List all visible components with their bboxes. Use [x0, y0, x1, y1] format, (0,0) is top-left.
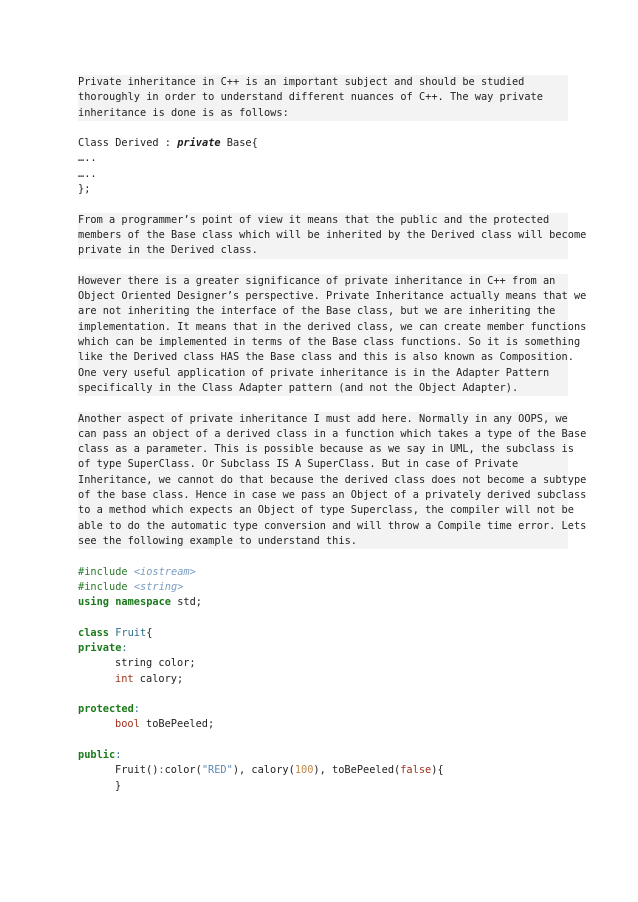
- paragraph-line: members of the Base class which will be inherited by the Derived class will become: [78, 228, 568, 243]
- code-public-line: public:: [78, 749, 122, 762]
- paragraph-line: implementation. It means that in the derived class, we can create member functions: [78, 320, 568, 335]
- code-include-line: #include <iostream>: [78, 565, 196, 578]
- code-member-line: string color;: [115, 657, 196, 670]
- paragraph-line: able to do the automatic type conversion and will throw a Compile time error. Lets: [78, 519, 568, 534]
- paragraph-line: like the Derived class HAS the Base class and this is also known as Composition.: [78, 350, 568, 365]
- code-line: …..: [78, 152, 97, 165]
- paragraph-line: Private inheritance in C++ is an important subject and should be studied: [78, 75, 568, 90]
- code-protected-line: protected:: [78, 703, 140, 716]
- paragraph-line: Object Oriented Designer’s perspective. Private Inheritance actually means that we: [78, 289, 568, 304]
- paragraph-line: of the base class. Hence in case we pass an Object of a privately derived subclass: [78, 488, 568, 503]
- code-line: …..: [78, 167, 97, 180]
- code-line: Class Derived : private Base{: [78, 137, 258, 150]
- paragraph-line: are not inheriting the interface of the Base class, but we are inheriting the: [78, 304, 568, 319]
- paragraph-line: From a programmer’s point of view it means that the public and the protected: [78, 213, 568, 228]
- paragraph-line: see the following example to understand this.: [78, 534, 568, 549]
- paragraph-line: of type SuperClass. Or Subclass IS A SuperClass. But in case of Private: [78, 457, 568, 472]
- paragraph-line: Inheritance, we cannot do that because the derived class does not become a subtype: [78, 473, 568, 488]
- document-content: [78, 75, 587, 794]
- paragraph-line: One very useful application of private inheritance is in the Adapter Pattern: [78, 366, 568, 381]
- paragraph-line: thoroughly in order to understand different nuances of C++. The way private: [78, 90, 568, 105]
- code-using-line: using namespace std;: [78, 596, 202, 609]
- code-class-line: class Fruit{: [78, 626, 153, 639]
- paragraph-line: which can be implemented in terms of the Base class functions. So it is something: [78, 335, 568, 350]
- code-member-line: bool toBePeeled;: [115, 718, 215, 731]
- paragraph-line: to a method which expects an Object of type Superclass, the compiler will not be: [78, 503, 568, 518]
- paragraph-line: However there is a greater significance of private inheritance in C++ from an: [78, 274, 568, 289]
- paragraph-line: inheritance is done is as follows:: [78, 106, 568, 121]
- paragraph-line: Another aspect of private inheritance I must add here. Normally in any OOPS, we: [78, 412, 568, 427]
- paragraph-line: can pass an object of a derived class in a function which takes a type of the Base: [78, 427, 568, 442]
- paragraph-line: private in the Derived class.: [78, 243, 568, 258]
- paragraph-line: specifically in the Class Adapter pattern (and not the Object Adapter).: [78, 381, 568, 396]
- code-constructor-line: Fruit():color("RED"), calory(100), toBePeeled(false){: [115, 764, 444, 777]
- code-private-line: private:: [78, 641, 128, 654]
- code-include-line: #include <string>: [78, 580, 184, 593]
- paragraph-line: class as a parameter. This is possible because as we say in UML, the subclass is: [78, 442, 568, 457]
- code-line: };: [78, 183, 91, 196]
- code-member-line: int calory;: [115, 672, 184, 685]
- code-close-brace-line: }: [115, 779, 122, 792]
